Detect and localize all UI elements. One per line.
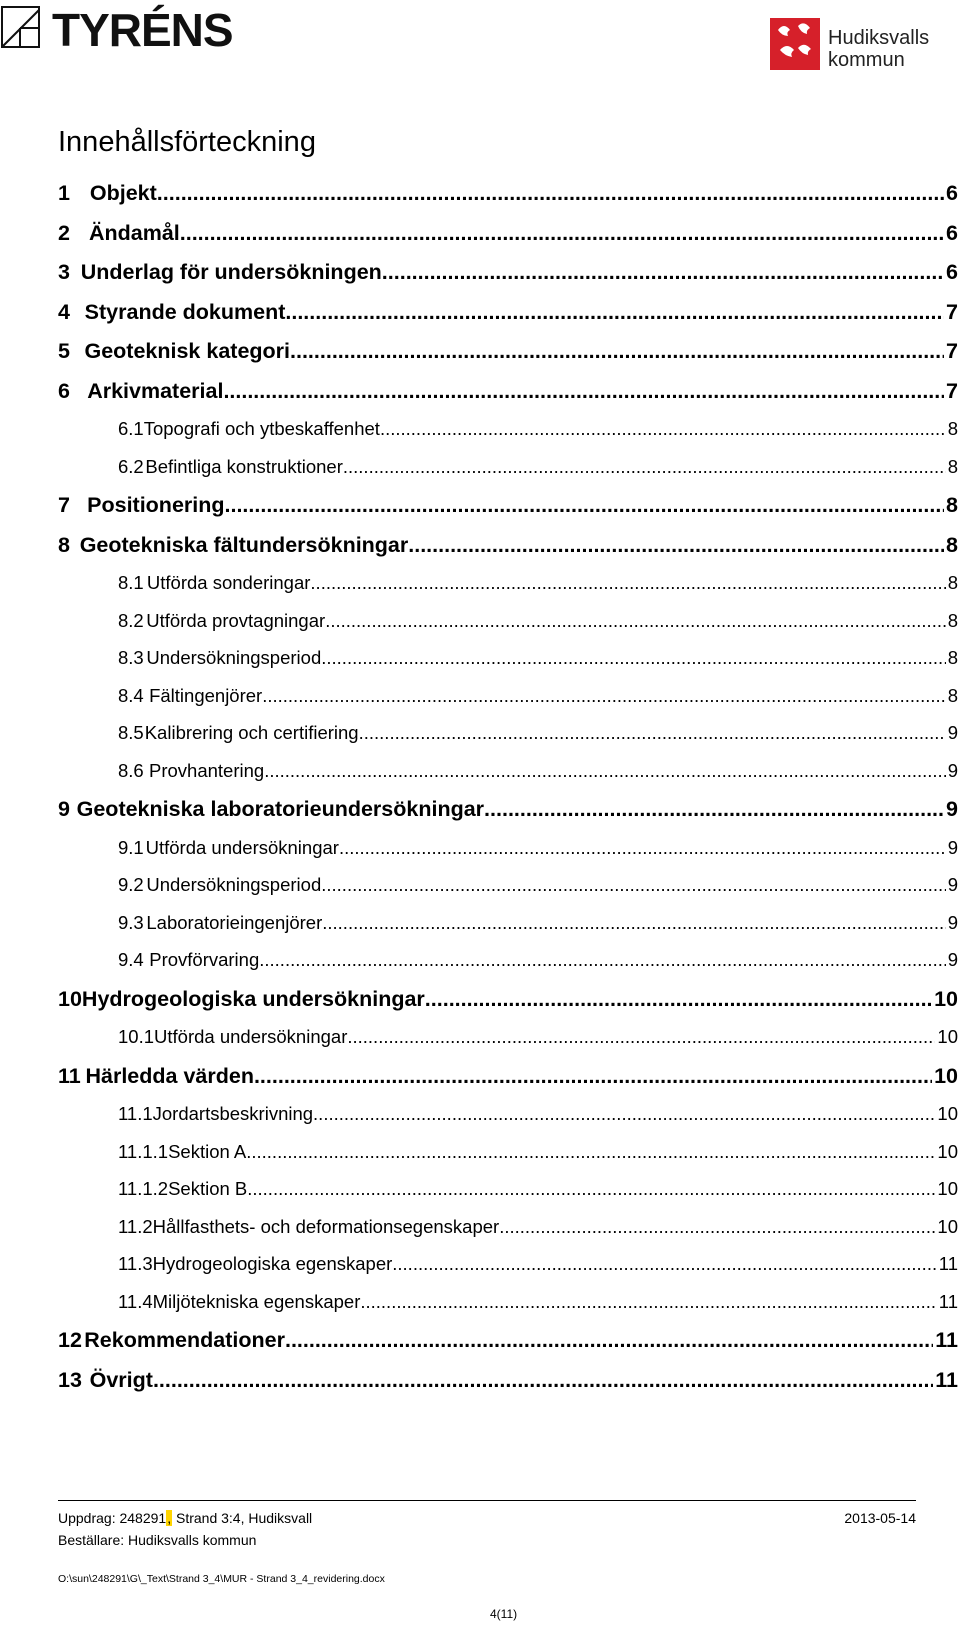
toc-entry-number: 6.1	[118, 418, 144, 439]
toc-entry-title: Topografi och ytbeskaffenhet	[143, 418, 380, 439]
toc-entry-leader	[408, 533, 944, 558]
toc-entry-page: 9	[947, 722, 958, 743]
toc-entry[interactable]	[58, 260, 958, 300]
toc-entry-number: 2	[58, 220, 70, 245]
toc-entry[interactable]	[58, 181, 958, 221]
footer-assignment: Uppdrag: 248291, Strand 3:4, Hudiksvall	[58, 1510, 313, 1526]
toc-entry-page: 9	[947, 874, 958, 895]
toc-entry-title: Undersökningsperiod	[146, 647, 322, 668]
toc-entry-title: Geotekniska fältundersökningar	[79, 532, 409, 557]
toc-entry-title: Sektion B	[168, 1178, 248, 1199]
toc-entry-page: 10	[937, 1103, 958, 1124]
toc-entry-number: 11.1.1	[118, 1140, 169, 1162]
toc-entry-number: 1	[58, 181, 70, 205]
toc-entry-leader	[310, 572, 945, 594]
hudiksvall-emblem-icon	[770, 18, 820, 70]
toc-entry-number: 8.1	[118, 572, 144, 593]
toc-entry-title: Hydrogeologiska undersökningar	[81, 986, 425, 1011]
toc-entry-leader	[322, 912, 945, 934]
footer-divider	[58, 1500, 916, 1501]
toc-entry[interactable]	[58, 1328, 958, 1368]
footer-file-path: O:\sun\248291\G\_Text\Strand 3_4\MUR - Strand 3_4_revidering.docx	[58, 1573, 385, 1585]
toc-entry-title: Rekommendationer	[84, 1328, 285, 1352]
toc-entry-page: 10	[937, 1026, 958, 1047]
toc-entry-leader	[246, 1141, 935, 1163]
toc-entry-leader	[484, 797, 944, 822]
toc-entry-leader	[264, 760, 946, 782]
toc-entry-number: 11	[58, 1063, 81, 1088]
toc-entry[interactable]	[58, 722, 958, 760]
toc-entry-number: 3	[58, 260, 70, 284]
toc-entry-number: 10.1	[118, 1026, 155, 1047]
toc-entry-page: 11	[935, 1328, 958, 1352]
toc-entry-leader	[157, 181, 944, 206]
toc-entry[interactable]	[58, 1368, 958, 1408]
toc-entry-leader	[382, 260, 944, 285]
toc-entry-title: Styrande dokument	[84, 299, 286, 324]
toc-entry-leader	[290, 339, 944, 364]
toc-entry-title: Undersökningsperiod	[146, 874, 322, 895]
toc-entry-number: 4	[58, 299, 70, 324]
toc-entry-leader	[321, 874, 945, 896]
toc-entry-leader	[343, 456, 946, 478]
toc-entry[interactable]	[58, 610, 958, 648]
toc-entry-page: 8	[947, 647, 958, 668]
toc-entry-page: 6	[946, 181, 958, 205]
svg-text:Hudiksvalls: Hudiksvalls	[828, 27, 930, 49]
toc-entry-title: Utförda provtagningar	[146, 609, 326, 631]
toc-entry[interactable]	[58, 647, 958, 685]
toc-entry-leader	[223, 379, 944, 404]
toc-entry-page: 10	[934, 986, 958, 1011]
toc-entry-number: 7	[58, 493, 70, 517]
toc-entry-page: 8	[947, 572, 958, 593]
toc-entry-page: 10	[937, 1140, 958, 1162]
footer-client: Beställare: Hudiksvalls kommun	[58, 1532, 257, 1548]
toc-entry[interactable]	[58, 685, 958, 723]
toc-entry-page: 7	[946, 378, 958, 403]
toc-entry[interactable]	[58, 874, 958, 912]
svg-text:kommun: kommun	[828, 49, 905, 71]
toc-entry-leader	[285, 1328, 933, 1353]
toc-entry-title: Geoteknisk kategori	[84, 339, 291, 363]
toc-entry-title: Objekt	[89, 181, 157, 205]
toc-entry-page: 10	[937, 1178, 958, 1199]
page-number: 4(11)	[490, 1607, 518, 1621]
toc-entry-leader	[262, 685, 945, 707]
toc-entry-leader	[321, 647, 945, 669]
toc-entry[interactable]	[58, 1178, 958, 1216]
toc-entry-number: 9.2	[118, 874, 144, 895]
toc-entry-title: Positionering	[87, 493, 225, 517]
toc-entry-title: Provhantering	[149, 759, 265, 781]
toc-entry-title: Hållfasthets- och deformationsegenskaper	[152, 1215, 500, 1237]
hudiksvalls-kommun-logo	[770, 16, 950, 76]
toc-entry-leader	[285, 300, 944, 325]
toc-entry-page: 8	[946, 493, 958, 517]
toc-entry-title: Utförda undersökningar	[154, 1026, 348, 1047]
toc-entry-leader	[325, 610, 946, 632]
toc-entry-number: 9.1	[118, 836, 144, 858]
toc-entry[interactable]	[58, 418, 958, 456]
toc-entry-leader	[247, 1178, 935, 1200]
toc-entry[interactable]	[58, 760, 958, 798]
toc-entry-title: Geotekniska laboratorieundersökningar	[76, 797, 485, 821]
toc-entry-title: Sektion A	[168, 1140, 247, 1162]
toc-entry[interactable]	[58, 1141, 958, 1179]
toc-entry-leader	[339, 837, 946, 859]
toc-entry[interactable]	[58, 1064, 958, 1104]
toc-entry[interactable]	[58, 797, 958, 837]
toc-entry-number: 6	[58, 378, 70, 403]
toc-entry-title: Miljötekniska egenskaper	[152, 1290, 361, 1312]
toc-entry-number: 11.3	[118, 1253, 153, 1274]
toc-entry-leader	[225, 493, 945, 518]
toc-entry-page: 11	[935, 1367, 958, 1392]
toc-entry-page: 9	[946, 797, 958, 821]
toc-entry[interactable]	[58, 1216, 958, 1254]
toc-entry-title: Provförvaring	[149, 949, 260, 970]
toc-entry[interactable]	[58, 837, 958, 875]
toc-entry-number: 11.4	[118, 1290, 153, 1312]
toc-entry-title: Fältingenjörer	[149, 684, 263, 706]
toc-entry-title: Laboratorieingenjörer	[146, 911, 323, 933]
toc-entry-page: 8	[947, 418, 958, 439]
toc-entry-leader	[153, 1368, 933, 1393]
toc-entry-page: 6	[946, 260, 958, 284]
toc-entry[interactable]	[58, 1291, 958, 1329]
toc-entry-number: 9.3	[118, 911, 144, 933]
toc-entry-number: 11.1.2	[118, 1178, 169, 1199]
toc-entry[interactable]	[58, 221, 958, 261]
toc-entry-page: 8	[947, 684, 958, 706]
toc-entry-page: 8	[946, 532, 958, 557]
toc-entry[interactable]	[58, 456, 958, 494]
toc-entry-number: 8.2	[118, 609, 144, 631]
toc-entry-leader	[380, 418, 946, 440]
toc-entry-title: Underlag för undersökningen	[80, 260, 382, 284]
toc-entry-number: 8.3	[118, 647, 144, 668]
toc-entry[interactable]	[58, 572, 958, 610]
toc-entry-number: 5	[58, 339, 70, 363]
toc-entry-page: 11	[938, 1253, 958, 1274]
tyrens-logo-text: TYRÉNS	[52, 4, 233, 56]
toc-entry-title: Utförda sonderingar	[146, 572, 311, 593]
toc-entry-title: Kalibrering och certifiering	[144, 722, 359, 743]
toc-entry-page: 7	[946, 299, 958, 324]
toc-entry-title: Arkivmaterial	[87, 378, 224, 403]
toc-entry-title: Övrigt	[89, 1367, 153, 1392]
toc-entry-leader	[499, 1216, 935, 1238]
toc-entry[interactable]	[58, 1026, 958, 1064]
toc-entry-leader	[347, 1026, 935, 1048]
toc-entry-number: 8.5	[118, 722, 144, 743]
toc-entry-page: 7	[946, 339, 958, 363]
toc-entry-title: Befintliga konstruktioner	[145, 455, 343, 477]
toc-entry-number: 8.4	[118, 684, 144, 706]
toc-entry[interactable]	[58, 339, 958, 379]
toc-entry[interactable]	[58, 533, 958, 573]
tyrens-logo	[0, 0, 260, 60]
toc-entry-title: Jordartsbeskrivning	[152, 1103, 314, 1124]
toc-entry-leader	[180, 221, 944, 246]
toc-entry-leader	[254, 1064, 932, 1089]
page-title: Innehållsförteckning	[58, 126, 316, 158]
toc-entry-page: 11	[938, 1290, 958, 1312]
toc-entry-page: 10	[934, 1063, 958, 1088]
toc-entry[interactable]	[58, 912, 958, 950]
toc-entry-title: Härledda värden	[85, 1063, 254, 1088]
toc-entry-page: 6	[946, 220, 958, 245]
toc-entry-page: 9	[947, 949, 958, 970]
toc-entry-number: 13	[58, 1367, 82, 1392]
toc-entry[interactable]	[58, 949, 958, 987]
toc-entry-leader	[392, 1253, 937, 1275]
toc-entry-number: 8.6	[118, 759, 144, 781]
toc-entry-number: 9	[58, 797, 70, 821]
toc-entry-leader	[313, 1103, 935, 1125]
toc-entry-number: 6.2	[118, 455, 144, 477]
toc-entry-title: Ändamål	[88, 220, 180, 245]
toc-entry-number: 10	[58, 986, 82, 1011]
toc-entry-page: 8	[947, 455, 958, 477]
toc-entry-leader	[259, 949, 945, 971]
toc-entry-number: 8	[58, 532, 70, 557]
tyrens-emblem-icon	[2, 7, 39, 47]
toc-entry-title: Utförda undersökningar	[145, 836, 339, 858]
toc-entry-number: 12	[58, 1328, 82, 1352]
toc-entry-number: 11.1	[118, 1103, 153, 1124]
toc-entry-page: 9	[947, 759, 958, 781]
toc-entry[interactable]	[58, 379, 958, 419]
toc-entry[interactable]	[58, 300, 958, 340]
toc-entry[interactable]	[58, 1253, 958, 1291]
toc-entry-page: 10	[937, 1215, 958, 1237]
toc-entry-number: 11.2	[118, 1215, 153, 1237]
toc-entry[interactable]	[58, 987, 958, 1027]
toc-entry-number: 9.4	[118, 949, 144, 970]
toc-entry-leader	[360, 1291, 936, 1313]
footer-date: 2013-05-14	[844, 1510, 916, 1526]
toc-entry[interactable]	[58, 1103, 958, 1141]
toc-entry-leader	[359, 722, 946, 744]
toc-entry[interactable]	[58, 493, 958, 533]
toc-entry-page: 9	[947, 911, 958, 933]
toc-entry-title: Hydrogeologiska egenskaper	[152, 1253, 393, 1274]
table-of-contents	[58, 181, 958, 1407]
toc-entry-page: 9	[947, 836, 958, 858]
toc-entry-leader	[425, 987, 932, 1012]
toc-entry-page: 8	[947, 609, 958, 631]
